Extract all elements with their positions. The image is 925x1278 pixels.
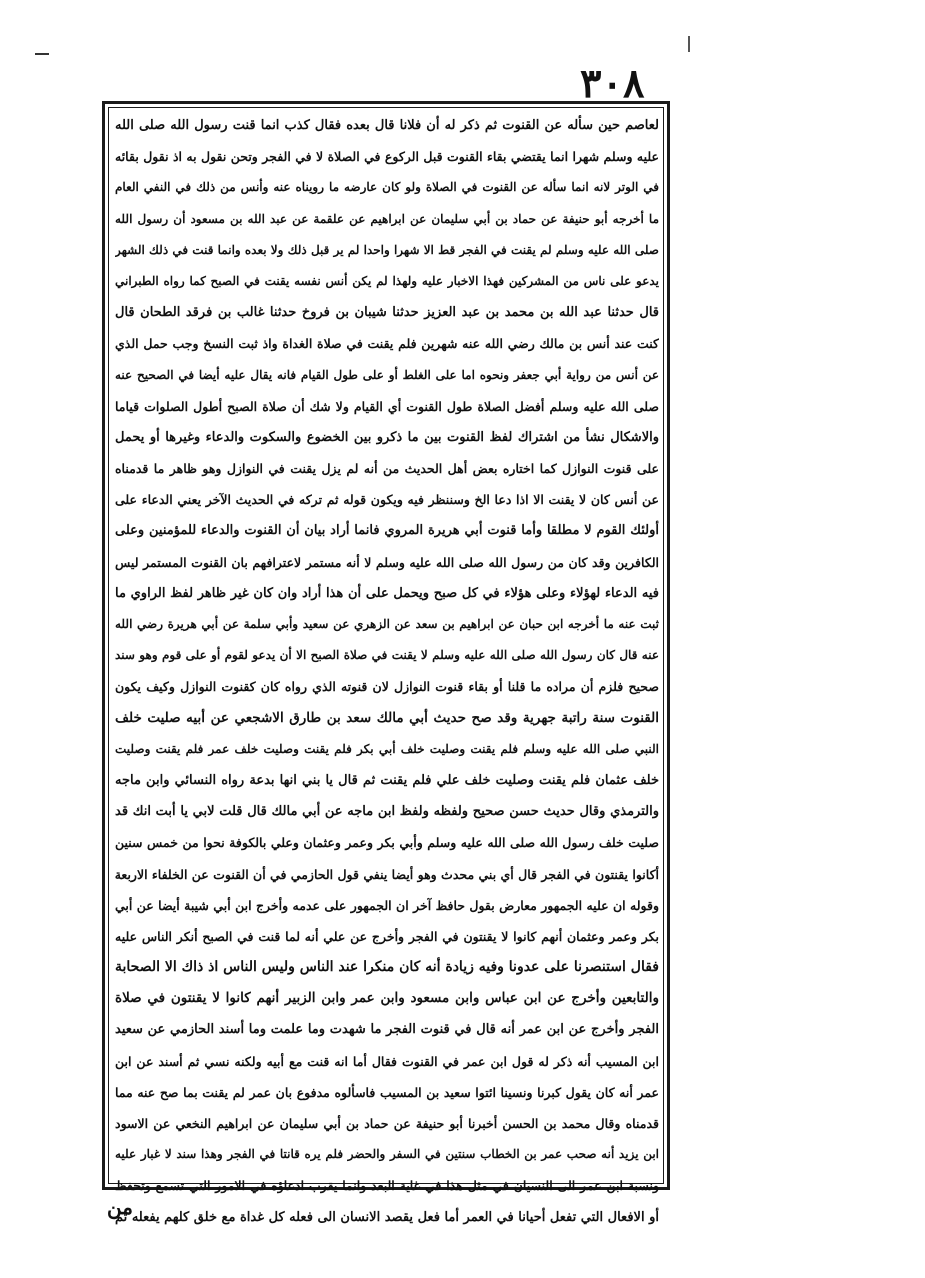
text-line: في الوتر لانه انما سأله عن القنوت في الصلاة ولو كان عارضه ما رويناه عنه وأنس من ذلك في النفي العام	[115, 180, 659, 195]
text-line: عليه وسلم شهرا انما يقتضي بقاء القنوت قبل الركوع في الصلاة لا في الفجر وتحن نقول به اذ نقول بقائه	[115, 149, 659, 165]
text-line: ونسبة ابن عمر الى النسيان في مثل هذا في غاية البعد وانما يقرب ادعاؤه في الامور التي تسمع وتحفظ	[115, 1178, 659, 1194]
text-line: والترمذي وقال حديث حسن صحيح ولفظه ولفظ ابن ماجه عن أبي مالك قال قلت لابي يا أبت انك قد	[115, 804, 659, 820]
text-line: بكر وعمر وعثمان أنهم كانوا لا يقنتون في الفجر وأخرج عن علي أنه لما قنت في الصبح أنكر الناس عليه	[115, 928, 659, 944]
text-line: يدعو على ناس من المشركين فهذا الاخبار عليه ولهذا لم يكن أنس نفسه يقنت في الصبح كما رواه الطبراني	[115, 273, 659, 288]
text-line: والاشكال نشأ من اشتراك لفظ القنوت بين ما ذكرو بين الخضوع والسكوت والدعاء وغيرها أو يحمل	[115, 429, 659, 445]
text-line: فقال استنصرنا على عدونا وفيه زيادة أنه كان منكرا عند الناس وليس الناس اذ ذاك الا الصحابة	[115, 959, 659, 976]
text-frame	[102, 101, 670, 1225]
page-number: ٣٠٨	[580, 60, 645, 107]
margin-dash-mark	[35, 53, 49, 55]
text-line: لعاصم حين سأله عن القنوت ثم ذكر له أن فلانا قال بعده فقال كذب انما قنت رسول الله صلى الله	[115, 118, 659, 133]
text-line: الكافرين وقد كان من رسول الله صلى الله عليه وسلم لا أنه مستمر لاعترافهم بان القنوت المستمر ليس	[115, 554, 659, 570]
text-line: فيه الدعاء لهؤلاء وعلى هؤلاء في كل صبح ويحمل على أن هذا أراد وان كان غير ظاهر لفظ الراوي ما	[115, 585, 659, 601]
text-line: عنه قال كان رسول الله صلى الله عليه وسلم لا يقنت في صلاة الصبح الا أن يدعو لقوم أو على قوم وهو سند	[115, 648, 659, 663]
text-line: على قنوت النوازل كما اختاره بعض أهل الحديث من أنه لم يزل يقنت في النوازل وهو ظاهر ما قدمناه	[115, 461, 659, 477]
text-line: أكانوا يقنتون في الفجر قال أي بني محدث وهو أيضا ينفي قول الحازمي في أن القنوت عن الخلفاء الاربعة	[115, 866, 659, 882]
text-line: كنت عند أنس بن مالك رضي الله عنه شهرين فلم يقنت في صلاة الغداة واذ ثبت النسخ وجب حمل الذي	[115, 336, 659, 352]
text-line: قدمناه وقال محمد بن الحسن أخبرنا أبو حنيفة عن حماد بن أبي سليمان عن ابراهيم النخعي عن الاسود	[115, 1116, 659, 1131]
text-line: النبي صلى الله عليه وسلم فلم يقنت وصليت خلف أبي بكر فلم يقنت وصليت خلف عمر فلم يقنت وصليت	[115, 741, 659, 756]
text-line: ثبت عنه ما أخرجه ابن حبان عن ابراهيم بن سعد عن الزهري عن سعيد وأبي سلمة عن أبي هريرة رضي الله	[115, 617, 659, 631]
text-line: وقوله ان عليه الجمهور معارض بقول حافظ آخر ان الجمهور على عدمه وأخرج ابن أبي شيبة أيضا عن أبي	[115, 897, 659, 913]
text-line: ما أخرجه أبو حنيفة عن حماد بن أبي سليمان عن ابراهيم عن علقمة عن عبد الله بن مسعود أن رسول الله	[115, 211, 659, 226]
margin-tick-mark	[688, 36, 690, 52]
text-line: عن أنس من رواية أبي جعفر ونحوه اما على الغلط أو على طول القيام فانه يقال عليه أيضا في الصحيح عنه	[115, 367, 659, 382]
text-line: والتابعين وأخرج عن ابن عباس وابن مسعود وابن عمر وابن الزبير أنهم كانوا لا يقنتون في صلاة	[115, 990, 659, 1007]
text-line: عن أنس كان لا يقنت الا اذا دعا الخ وسننظر فيه ويكون قوله ثم تركه في الحديث الآخر يعني الدعاء على	[115, 492, 659, 508]
text-line: خلف عثمان فلم يقنت وصليت خلف علي فلم يقنت ثم قال يا بني انها بدعة رواه النسائي وابن ماجه	[115, 772, 659, 788]
text-line: أولئك القوم لا مطلقا وأما قنوت أبي هريرة المروي فانما أراد بيان أن القنوت والدعاء للمؤمنين وعلى	[115, 523, 659, 539]
text-line: صلى الله عليه وسلم لم يقنت في الفجر قط الا شهرا واحدا لم ير قبل ذلك ولا بعده وانما قنت في ذلك الشهر	[115, 242, 659, 257]
text-line: قال حدثنا عبد الله بن محمد بن عبد العزيز حدثنا شيبان بن فروخ حدثنا غالب بن فرقد الطحان قال	[115, 305, 659, 321]
text-body	[115, 110, 659, 1233]
text-line: صليت خلف رسول الله صلى الله عليه وسلم وأبي بكر وعمر وعثمان وعلي بالكوفة نحوا من خمس سنين	[115, 835, 659, 851]
text-line: أو الافعال التي تفعل أحيانا في العمر أما فعل يقصد الانسان الى فعله كل غداة مع خلق كلهم يفعله ثم	[115, 1209, 659, 1225]
text-line: صلى الله عليه وسلم أفضل الصلاة طول القنوت أي القيام ولا شك أن صلاة الصبح أطول الصلوات قياما	[115, 398, 659, 414]
text-line: ابن المسيب أنه ذكر له قول ابن عمر في القنوت فقال أما انه قنت مع أبيه ولكنه نسي ثم أسند عن ابن	[115, 1053, 659, 1069]
text-line: القنوت سنة راتبة جهرية وقد صح حديث أبي مالك سعد بن طارق الاشجعي عن أبيه صليت خلف	[115, 709, 659, 726]
text-line: ابن يزيد أنه صحب عمر بن الخطاب سنتين في السفر والحضر فلم يره قانتا في الفجر وهذا سند لا غبار عليه	[115, 1147, 659, 1162]
text-line: صحيح فلزم أن مراده ما قلنا أو بقاء قنوت النوازل لان قنوته الذي رواه كان كقنوت النوازل وكيف يكون	[115, 679, 659, 695]
text-line: الفجر وأخرج عن ابن عمر أنه قال في قنوت الفجر ما شهدت وما علمت وما أسند الحازمي عن سعيد	[115, 1022, 659, 1038]
catchword: من	[107, 1195, 133, 1219]
text-line: عمر أنه كان يقول كبرنا ونسينا ائتوا سعيد بن المسيب فاسألوه مدفوع بان عمر لم يقنت بما صح عنه مما	[115, 1084, 659, 1100]
